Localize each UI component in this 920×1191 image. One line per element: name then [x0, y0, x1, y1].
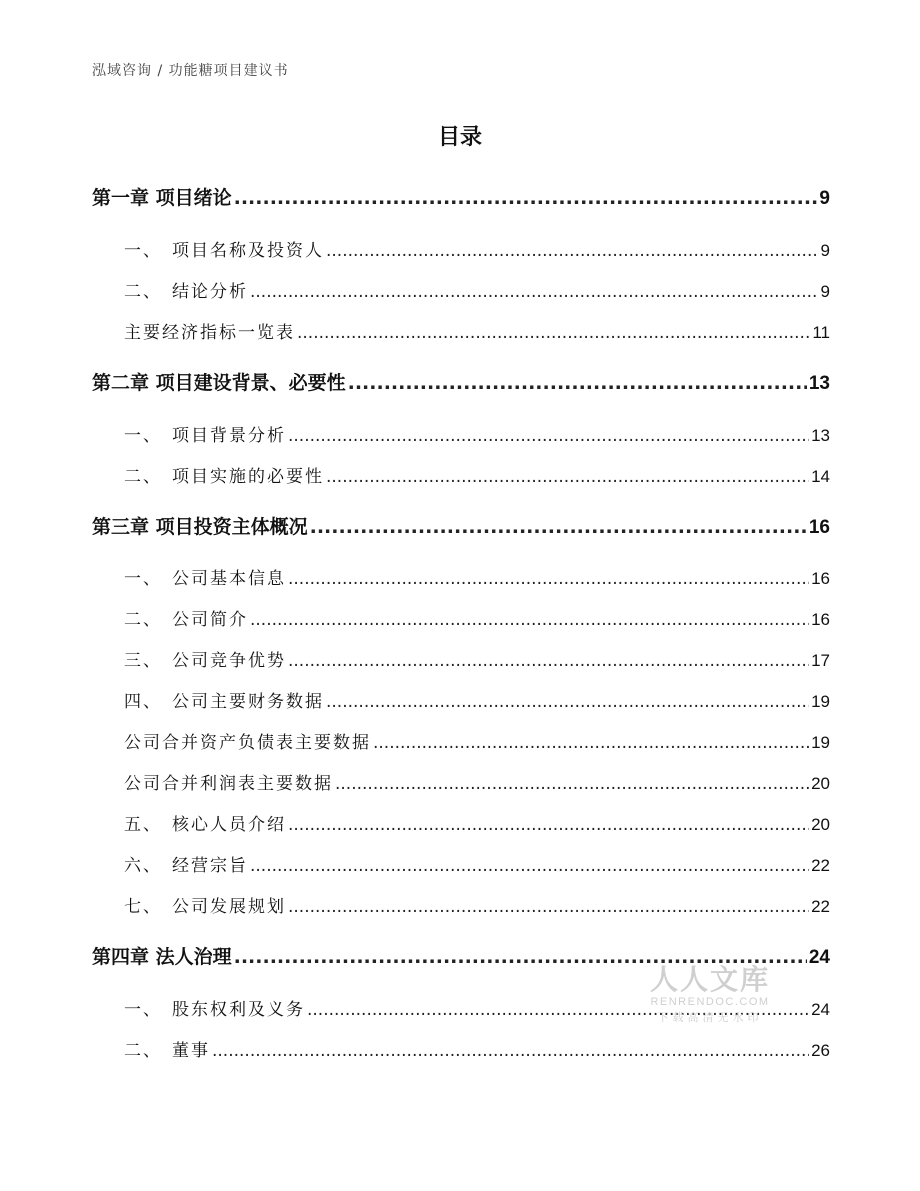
dot-leader — [288, 569, 809, 589]
toc-entry-text: 公司合并资产负债表主要数据 — [124, 733, 371, 753]
toc-entry-text: 董事 — [172, 1041, 210, 1061]
toc-entry-text: 项目名称及投资人 — [172, 241, 324, 261]
toc-section-entry[interactable] — [124, 605, 830, 630]
toc-section-entry[interactable] — [124, 810, 830, 835]
watermark-logo — [645, 958, 775, 1025]
toc-entry-text: 公司主要财务数据 — [172, 692, 324, 712]
toc-page-number: 20 — [811, 815, 830, 834]
dot-leader — [288, 426, 809, 446]
toc-entry-number: 四、 — [124, 692, 162, 712]
toc-entry-label — [124, 851, 248, 876]
toc-entry-text: 第三章 项目投资主体概况 — [92, 516, 308, 538]
toc-entry-text: 经营宗旨 — [172, 856, 248, 876]
toc-entry-text: 结论分析 — [172, 282, 248, 302]
toc-section-entry[interactable] — [124, 728, 830, 753]
toc-entry-label — [124, 236, 324, 261]
toc-entry-number: 二、 — [124, 1041, 162, 1061]
toc-entry-label — [124, 462, 324, 487]
toc-page-number: 24 — [808, 947, 830, 968]
toc-entry-label — [92, 512, 308, 539]
dot-leader — [348, 372, 807, 394]
toc-page-number: 16 — [811, 610, 830, 629]
toc-entry-label — [124, 421, 286, 446]
toc-page-number: 9 — [819, 188, 830, 209]
toc-entry-number: 五、 — [124, 815, 162, 835]
toc-entry-text: 主要经济指标一览表 — [124, 323, 295, 343]
toc-entry-label — [124, 277, 248, 302]
toc-entry-number: 二、 — [124, 282, 162, 302]
toc-title: 目录 — [437, 125, 482, 150]
toc-entry-label — [92, 368, 346, 395]
watermark-tagline: 下载高清无水印 — [657, 1011, 763, 1024]
dot-leader — [250, 282, 819, 302]
toc-entry-label — [124, 646, 286, 671]
watermark-brand: 人人文库 — [649, 963, 770, 996]
toc-chapter-entry[interactable] — [92, 512, 830, 539]
toc-entry-number: 七、 — [124, 897, 162, 917]
toc-page-number: 13 — [808, 373, 830, 394]
watermark-url: RENRENDOC.COM — [650, 996, 770, 1008]
toc-entry-label — [124, 892, 286, 917]
toc-section-entry[interactable] — [124, 462, 830, 487]
toc-entry-number: 六、 — [124, 856, 162, 876]
toc-page-number: 17 — [811, 651, 830, 670]
toc-page-number: 19 — [811, 692, 830, 711]
toc-entry-label — [124, 687, 324, 712]
running-header: 泓域咨询 / 功能糖项目建议书 — [92, 63, 289, 79]
toc-entry-number: 一、 — [124, 241, 162, 261]
toc-section-entry[interactable] — [124, 769, 830, 794]
toc-section-entry[interactable] — [124, 1036, 830, 1061]
toc-section-entry[interactable] — [124, 277, 830, 302]
toc-section-entry[interactable] — [124, 892, 830, 917]
toc-entry-text: 公司竞争优势 — [172, 651, 286, 671]
dot-leader — [326, 692, 809, 712]
toc-section-entry[interactable] — [124, 851, 830, 876]
toc-chapter-entry[interactable] — [92, 183, 830, 210]
toc-entry-label — [124, 318, 295, 343]
toc-page-number: 16 — [811, 569, 830, 588]
dot-leader — [326, 241, 819, 261]
toc-entry-label — [124, 728, 371, 753]
toc-entry-label — [124, 564, 286, 589]
toc-entry-text: 核心人员介绍 — [172, 815, 286, 835]
toc-page-number: 26 — [811, 1041, 830, 1060]
toc-entry-text: 公司简介 — [172, 610, 248, 630]
toc-page-number: 14 — [811, 467, 830, 486]
toc-page-number: 22 — [811, 897, 830, 916]
toc-entry-text: 股东权利及义务 — [172, 1000, 305, 1020]
toc-entry-text: 第一章 项目绪论 — [92, 187, 232, 209]
toc-page-number: 16 — [808, 517, 830, 538]
toc-entry-label — [124, 995, 305, 1020]
toc-page-number: 19 — [811, 733, 830, 752]
toc-section-entry[interactable] — [124, 646, 830, 671]
toc-entry-number: 一、 — [124, 426, 162, 446]
toc-entry-label — [92, 942, 232, 969]
dot-leader — [373, 733, 809, 753]
toc-section-entry[interactable] — [124, 421, 830, 446]
dot-leader — [288, 815, 809, 835]
toc-entry-text: 公司发展规划 — [172, 897, 286, 917]
dot-leader — [288, 651, 809, 671]
toc-page-number: 11 — [812, 323, 830, 342]
toc-entry-label — [124, 810, 286, 835]
toc-entry-text: 公司合并利润表主要数据 — [124, 774, 333, 794]
toc-entry-text: 项目实施的必要性 — [172, 467, 324, 487]
dot-leader — [250, 856, 809, 876]
toc-entry-text: 项目背景分析 — [172, 426, 286, 446]
toc-entry-number: 三、 — [124, 651, 162, 671]
toc-page-number: 9 — [820, 282, 830, 301]
toc-page-number: 9 — [820, 241, 830, 260]
toc-chapter-entry[interactable] — [92, 368, 830, 395]
toc-page-number: 22 — [811, 856, 830, 875]
toc-entry-text: 第二章 项目建设背景、必要性 — [92, 372, 346, 394]
dot-leader — [335, 774, 809, 794]
dot-leader — [288, 897, 809, 917]
dot-leader — [212, 1041, 809, 1061]
dot-leader — [326, 467, 809, 487]
dot-leader — [234, 187, 818, 209]
dot-leader — [310, 516, 807, 538]
toc-page-number: 24 — [811, 1000, 830, 1019]
toc-section-entry[interactable] — [124, 687, 830, 712]
toc-page-number: 13 — [811, 426, 830, 445]
dot-leader — [250, 610, 809, 630]
toc-section-entry[interactable] — [124, 318, 830, 343]
toc-entry-number: 一、 — [124, 1000, 162, 1020]
toc-entry-label — [92, 183, 232, 210]
toc-page-number: 20 — [811, 774, 830, 793]
toc-entry-number: 二、 — [124, 610, 162, 630]
toc-entry-text: 第四章 法人治理 — [92, 946, 232, 968]
toc-entry-number: 二、 — [124, 467, 162, 487]
toc-entry-text: 公司基本信息 — [172, 569, 286, 589]
toc-section-entry[interactable] — [124, 564, 830, 589]
dot-leader — [297, 323, 810, 343]
toc-entry-number: 一、 — [124, 569, 162, 589]
toc-entry-label — [124, 605, 248, 630]
toc-entry-label — [124, 1036, 210, 1061]
toc-entry-label — [124, 769, 333, 794]
toc-section-entry[interactable] — [124, 236, 830, 261]
